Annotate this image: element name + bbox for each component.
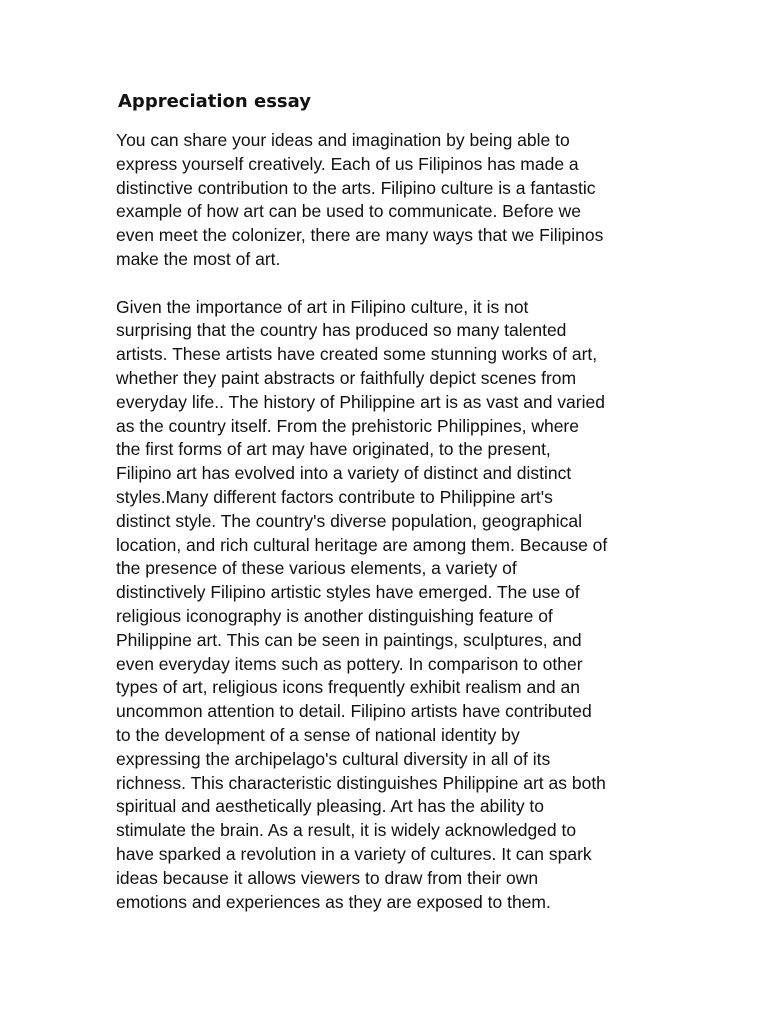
text-line: distinctive contribution to the arts. Filipino culture is a fantastic — [116, 177, 596, 198]
text-line: have sparked a revolution in a variety of cultures. It can spark — [116, 843, 592, 864]
text-line: the first forms of art may have originated, to the present, — [116, 439, 551, 460]
text-line: Philippine art. This can be seen in paintings, sculptures, and — [116, 629, 582, 650]
text-line: ideas because it allows viewers to draw from their own — [116, 867, 539, 888]
text-line: even everyday items such as pottery. In comparison to other — [116, 653, 583, 674]
text-line: Given the importance of art in Filipino culture, it is not — [116, 296, 529, 317]
essay-body — [116, 129, 676, 914]
text-line: types of art, religious icons frequently exhibit realism and an — [116, 677, 580, 698]
text-line: richness. This characteristic distinguishes Philippine art as both — [116, 772, 606, 793]
text-line: whether they paint abstracts or faithfully depict scenes from — [116, 367, 577, 388]
text-line: as the country itself. From the prehistoric Philippines, where — [116, 415, 579, 436]
text-line: surprising that the country has produced so many talented — [116, 320, 567, 341]
text-line: even meet the colonizer, there are many ways that we Filipinos — [116, 225, 604, 246]
text-line: artists. These artists have created some stunning works of art, — [116, 344, 598, 365]
text-line: distinctively Filipino artistic styles have emerged. The use of — [116, 582, 580, 603]
text-line: emotions and experiences as they are exposed to them. — [116, 891, 551, 912]
text-line: religious iconography is another distinguishing feature of — [116, 605, 553, 626]
paragraph-gap — [116, 272, 676, 296]
text-line: Filipino art has evolved into a variety of distinct and distinct — [116, 463, 572, 484]
paragraph — [116, 296, 676, 915]
text-line: example of how art can be used to communicate. Before we — [116, 201, 581, 222]
text-line: express yourself creatively. Each of us Filipinos has made a — [116, 153, 579, 174]
text-line: to the development of a sense of national identity by — [116, 724, 520, 745]
text-line: everyday life.. The history of Philippine art is as vast and varied — [116, 391, 605, 412]
text-line: the presence of these various elements, a variety of — [116, 558, 517, 579]
document-title: Appreciation essay — [118, 91, 311, 112]
text-line: make the most of art. — [116, 248, 281, 269]
text-line: spiritual and aesthetically pleasing. Art has the ability to — [116, 796, 545, 817]
text-line: You can share your ideas and imagination by being able to — [116, 130, 570, 150]
text-line: stimulate the brain. As a result, it is widely acknowledged to — [116, 820, 577, 841]
text-line: expressing the archipelago's cultural diversity in all of its — [116, 748, 551, 769]
text-line: styles.Many different factors contribute to Philippine art's — [116, 486, 553, 507]
text-line: distinct style. The country's diverse population, geographical — [116, 510, 583, 531]
paragraph — [116, 129, 676, 272]
text-line: location, and rich cultural heritage are among them. Because of — [116, 534, 608, 555]
text-line: uncommon attention to detail. Filipino artists have contributed — [116, 701, 592, 722]
